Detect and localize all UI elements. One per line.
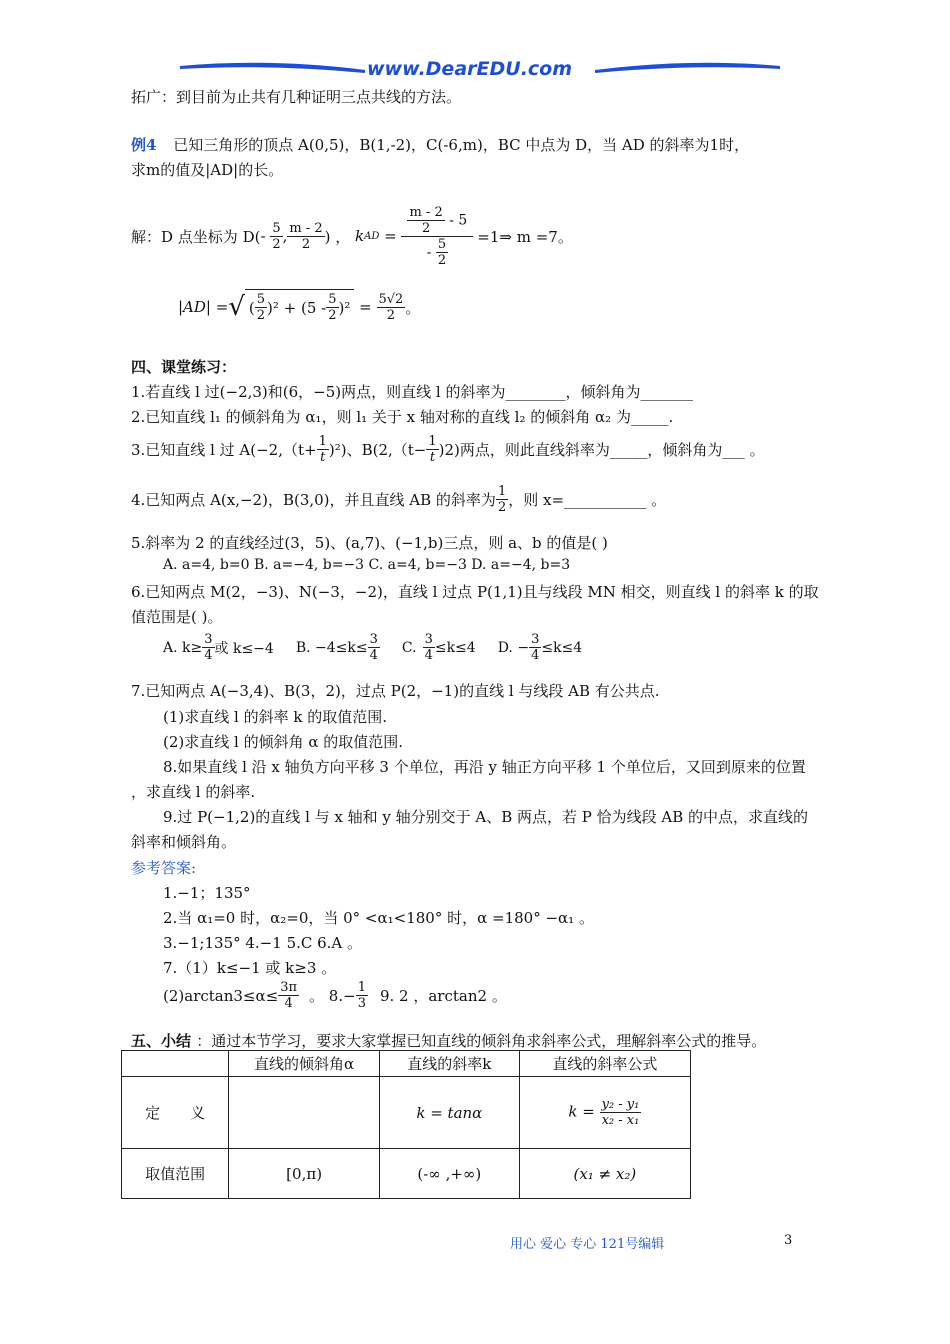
fraction: $\frac{m - 2}{2}$ [289,220,323,252]
solution-line2: |AD| = √ ( $\frac{5}{2}$ )² + (5 - $\frac{5}{2}$ )² = $\frac{5√2}{2}$ 。 [178,282,420,332]
example-4-line2: 求m的值及|AD|的长。 [131,161,284,179]
section-4-title: 四、课堂练习： [131,358,237,376]
answer-7b: (2)arctan3≤α≤ $\frac{3\pi}{4}$ 。 8.− $\frac{1}{3}$ 9. 2 ，arctan2 。 [163,980,507,1011]
question-7-part2: (2)求直线 l 的倾斜角 α 的取值范围. [163,733,404,751]
section-5: 五、小结 ：通过本节学习，要求大家掌握已知直线的倾斜角求斜率公式，理解斜率公式的推导。 [131,1032,767,1050]
solution-line1: 解： D 点坐标为 D( - $\frac{5}{2}$ , $\frac{m - 2}{2}$ ) ， k AD = $\frac{m - 2}{2}$ - 5 - $\frac{5}{2}$ =1⇒ m =7。 [131,204,573,268]
question-5: 5.斜率为 2 的直线经过(3，5)、(a,7)、(−1,b)三点，则 a、b 的值是( ) [131,534,608,552]
question-9-line2: 斜率和倾斜角。 [131,833,237,851]
question-7-part1: (1)求直线 l 的斜率 k 的取值范围. [163,708,387,726]
example-4-line1 [131,134,749,155]
page-number: 3 [784,1233,793,1248]
question-7: 7.已知两点 A(−3,4)、B(3，2)，过点 P(2，−1)的直线 l 与线段 AB 有公共点. [131,682,660,700]
table-cell: [0,π) [229,1149,380,1199]
summary-table [121,1050,691,1199]
solution-prefix: 解： [131,227,162,246]
table-header-cell: 直线的倾斜角α [229,1051,380,1077]
question-6-line2: 值范围是( )。 [131,608,223,626]
question-2: 2.已知直线 l₁ 的倾斜角为 α₁，则 l₁ 关于 x 轴对称的直线 l₂ 的倾斜角 α₂ 为_____. [131,408,674,426]
example-text: 已知三角形的顶点 A(0,5)，B(1,-2)，C(-6,m)，BC 中点为 D，当 AD 的斜率为1时， [173,136,750,154]
table-cell-formula: k = $\frac{\text{y₂ - y₁}}{\text{x₂ - x₁}}$ [519,1077,690,1149]
question-1: 1.若直线 l 过(−2,3)和(6，−5)两点，则直线 l 的斜率为________，倾斜角为_______ [131,383,693,401]
slope-k: k [355,227,365,245]
question-8-line2: ，求直线 l 的斜率. [131,783,256,801]
answers-title: 参考答案: [131,859,197,877]
fraction: $\frac{5}{2}$ [272,220,281,252]
table-header-cell [122,1051,229,1077]
question-6-line1: 6.已知两点 M(2，−3)、N(−3，−2)，直线 l 过点 P(1,1)且与线段 MN 相交，则直线 l 的斜率 k 的取 [131,583,819,601]
table-header-cell: 直线的斜率k [379,1051,519,1077]
answer-1: 1.−1；135° [163,884,251,902]
question-6-options: A. k≥ $\frac{3}{4}$ 或 k≤−4 B. −4≤k≤ $\frac{3}{4}$ C. $\frac{3}{4}$ ≤k≤4 D. − $\frac{3}{4}$ ≤k≤4 [163,632,583,663]
answer-2: 2.当 α₁=0 时，α₂=0，当 0° <α₁<180° 时，α =180° −α₁ 。 [163,909,594,927]
example-label: 例4 [131,136,157,154]
answer-7: 7.（1）k≤−1 或 k≥3 。 [163,959,337,977]
table-cell: k = tanα [379,1077,519,1149]
question-3: 3.已知直线 l 过 A(−2,（t+ $\frac{1}{t}$ )²)、B(2,（t− $\frac{1}{t}$ )2)两点，则此直线斜率为_____，倾斜角为___ 。 [131,434,765,465]
solution-text: D 点坐标为 D( [161,227,261,246]
table-cell: (-∞ ,+∞) [379,1149,519,1199]
answer-3: 3.−1;135° 4.−1 5.C 6.A 。 [163,934,363,952]
extension-note: 拓广：到目前为止共有几种证明三点共线的方法。 [131,88,462,106]
fraction: $\frac{5√2}{2}$ [378,291,404,323]
question-4: 4.已知两点 A(x,−2)，B(3,0)，并且直线 AB 的斜率为 $\frac{1}{2}$ ，则 x=___________ 。 [131,484,667,515]
solution-result: =1⇒ m =7。 [477,227,573,246]
table-cell: 取值范围 [122,1149,229,1199]
question-5-options: A. a=4, b=0 B. a=−4, b=−3 C. a=4, b=−3 D. a=−4, b=3 [163,557,571,573]
table-cell [229,1077,380,1149]
table-cell: 定 义 [122,1077,229,1149]
question-9-line1: 9.过 P(−1,2)的直线 l 与 x 轴和 y 轴分别交于 A、B 两点，若 P 恰为线段 AB 的中点，求直线的 [163,808,809,826]
table-header-cell: 直线的斜率公式 [519,1051,690,1077]
table-cell: (x₁ ≠ x₂) [519,1149,690,1199]
site-url[interactable]: www.DearEDU.com [367,58,573,80]
big-fraction: $\frac{m - 2}{2}$ - 5 - $\frac{5}{2}$ [401,205,473,268]
question-8-line1: 8.如果直线 l 沿 x 轴负方向平移 3 个单位，再沿 y 轴正方向平移 1 个单位后，又回到原来的位置 [163,758,806,776]
footer-text: 用心 爱心 专心 121号编辑 [510,1237,665,1252]
